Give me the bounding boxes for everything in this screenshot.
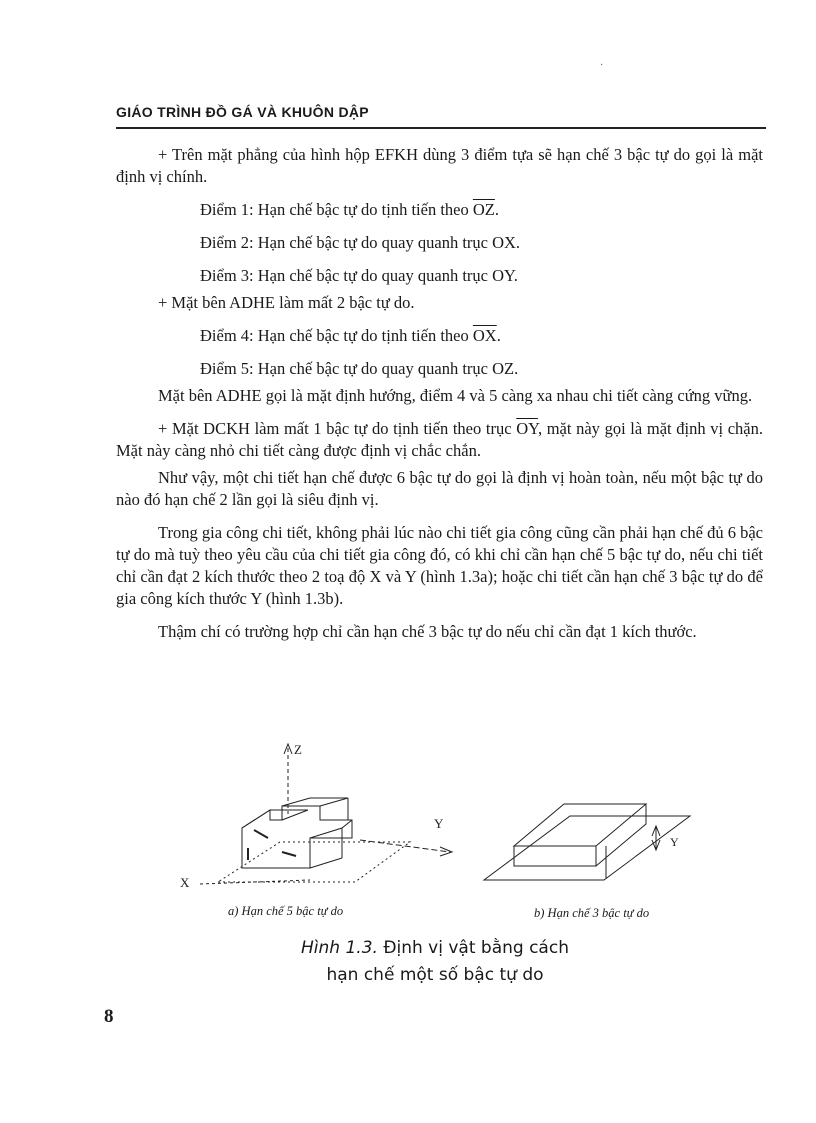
paragraph: Thậm chí có trường hợp chỉ cần hạn chế 3 bậc tự do nếu chỉ cần đạt 1 kích thước.	[158, 622, 697, 641]
paragraph: Trong gia công chi tiết, không phải lúc nào chi tiết gia công cũng cần phải hạn chế đủ 6 bậc tự do mà tuỳ theo yêu cầu của chi tiết gia công đó, có khi chỉ cần hạn chế 5 bậc tự do, nếu chi tiết chỉ cần đạt 2 kích thước theo 2 toạ độ X và Y (hình 1.3a); hoặc chi tiết cần hạn chế 3 bậc tự do để gia công kích thước Y (hình 1.3b).	[116, 523, 763, 608]
stepped-block	[242, 806, 352, 868]
figure-a-drawing	[200, 744, 452, 884]
axis-label-y-b: Y	[670, 835, 679, 849]
paragraph-text: , mặt này gọi là mặt định vị chặn. Mặt này càng nhỏ chi tiết càng được định vị chắc chắn.	[116, 419, 763, 460]
figure-title-1: Định vị vật bằng cách	[383, 938, 569, 958]
running-header: GIÁO TRÌNH ĐỒ GÁ VÀ KHUÔN DẬP	[116, 104, 369, 120]
axis-vector: $\overline{OY}$	[516, 419, 538, 438]
subfigure-caption-a: a) Hạn chế 5 bậc tự do	[228, 904, 344, 918]
list-item: Điểm 4: Hạn chế bậc tự do tịnh tiến theo $\overline{OX}$.	[200, 326, 501, 345]
list-item: Điểm 5: Hạn chế bậc tự do quay quanh trục OZ.	[200, 359, 519, 378]
paragraph: Mặt bên ADHE gọi là mặt định hướng, điểm 4 và 5 càng xa nhau chi tiết càng cứng vững.	[158, 386, 753, 405]
plate-plane	[484, 816, 690, 880]
axis-label-x: X	[180, 875, 190, 890]
paragraph: + Mặt bên ADHE làm mất 2 bậc tự do.	[158, 293, 415, 312]
body-text	[116, 144, 763, 643]
subfigure-caption-b: b) Hạn chế 3 bậc tự do	[534, 906, 650, 920]
axis-vector: $\overline{OZ}$	[472, 200, 495, 219]
box-side	[596, 804, 646, 866]
support-mark	[282, 852, 296, 856]
list-item: Điểm 1: Hạn chế bậc tự do tịnh tiến theo $\overline{OZ}$.	[200, 200, 499, 219]
axis-vector: $\overline{OX}$	[472, 326, 497, 345]
list-item: Điểm 2: Hạn chế bậc tự do quay quanh trục OX.	[200, 233, 521, 252]
figure-caption	[270, 935, 600, 989]
page-number: 8	[104, 1006, 114, 1027]
figure-b-drawing	[484, 804, 690, 880]
item-text: Điểm 1: Hạn chế bậc tự do tịnh tiến theo	[200, 200, 473, 219]
block-bottom-edge	[310, 858, 342, 868]
paragraph-text: + Mặt DCKH làm mất 1 bậc tự do tịnh tiến theo trục	[158, 419, 517, 438]
block-top-edge	[242, 810, 308, 828]
box-top	[514, 804, 646, 846]
list-item: Điểm 3: Hạn chế bậc tự do quay quanh trục OY.	[200, 266, 518, 285]
scan-speck: ·	[600, 60, 604, 71]
item-text: Điểm 4: Hạn chế bậc tự do tịnh tiến theo	[200, 326, 473, 345]
figure-label: Hình 1.3.	[301, 938, 378, 958]
block-step-edge	[282, 798, 348, 806]
figure-1-3	[170, 740, 730, 920]
axis-label-y: Y	[434, 816, 444, 831]
axis-label-z: Z	[294, 742, 302, 757]
block-front-edge	[310, 820, 352, 838]
ground-plane	[218, 842, 410, 882]
header-rule	[116, 127, 766, 129]
figure-title-2: hạn chế một số bậc tự do	[326, 965, 544, 985]
paragraph	[116, 418, 763, 462]
figure-caption-line	[270, 935, 600, 962]
paragraph: + Trên mặt phẳng của hình hộp EFKH dùng 3 điểm tựa sẽ hạn chế 3 bậc tự do gọi là mặt định vị chính.	[116, 145, 763, 186]
support-mark	[254, 830, 268, 838]
paragraph: Như vậy, một chi tiết hạn chế được 6 bậc tự do gọi là định vị hoàn toàn, nếu một bậc tự do nào đó hạn chế 2 lần gọi là siêu định vị.	[116, 468, 763, 509]
